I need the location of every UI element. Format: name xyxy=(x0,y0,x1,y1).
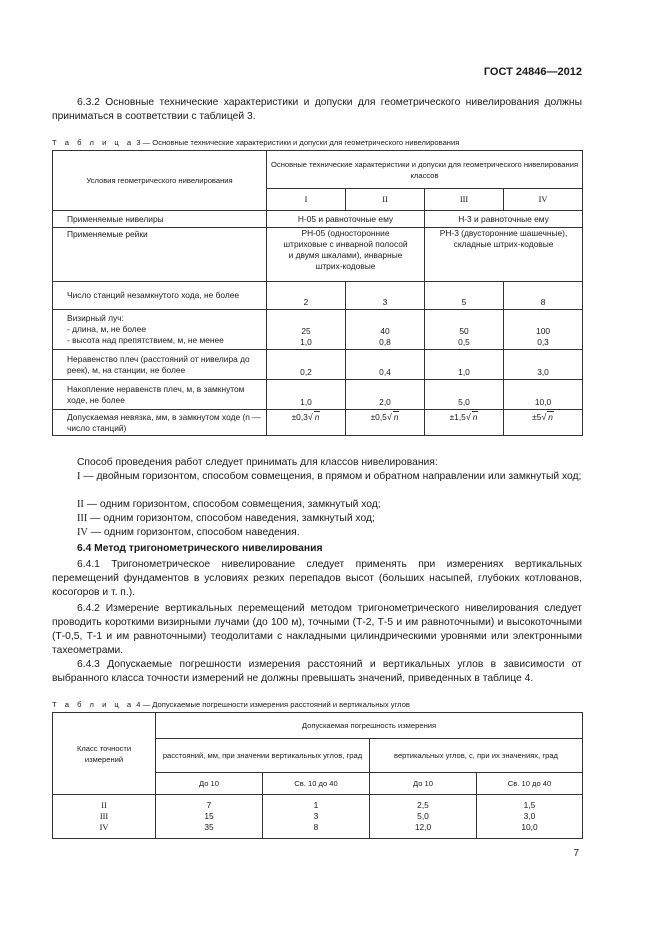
table4-class-cell: II III IV xyxy=(53,795,156,839)
table3-row-label: Допускаемая невязка, мм, в замкнутом ходе (n — число станций) xyxy=(53,410,267,436)
paragraph-6-4-3: 6.4.3 Допускаемые погрешности измерения расстояний и вертикальных углов в зависимости от выбранного класса точности измерений не должны превышать значений, приведенных в таблице 4. xyxy=(52,659,582,684)
table3-row-label: Применяемые нивелиры xyxy=(53,211,267,228)
method-intro: Способ проведения работ следует принимать для классов нивелирования: xyxy=(77,457,438,468)
table3-cell: 40 0,8 xyxy=(346,310,425,350)
table3-cell: Н-05 и равноточные ему xyxy=(267,211,425,228)
table3-cell: 1,0 xyxy=(425,350,504,380)
table4-cell: 2,5 5,0 12,0 xyxy=(370,795,477,839)
table3-row-label xyxy=(53,310,267,350)
table3-cell: ±1,5√ n xyxy=(425,410,504,436)
method-item: I — двойным горизонтом, способом совмещения, в прямом и обратном направлении или замкнутый ход; xyxy=(77,471,582,482)
beam-label: Визирный луч: xyxy=(67,313,124,323)
sqrt-icon: √ xyxy=(386,412,392,422)
table3-cell: Н-3 и равноточные ему xyxy=(425,211,583,228)
method-item: IV — одним горизонтом, способом наведения. xyxy=(77,527,300,538)
table3-class-header: III xyxy=(425,189,504,211)
table4-range-header: Св. 10 до 40 xyxy=(477,773,583,795)
table4-cell: 7 15 35 xyxy=(156,795,263,839)
table3-row-label: Применяемые рейки xyxy=(53,228,267,282)
table3-cell: 1,0 xyxy=(267,380,346,410)
table-row xyxy=(53,282,583,310)
table3-cell: 3,0 xyxy=(504,350,583,380)
beam-length-label: - длина, м, не более xyxy=(67,324,146,334)
table3-cell: ±0,3√ n xyxy=(267,410,346,436)
table3-cell: 10,0 xyxy=(504,380,583,410)
table3-cell: 3 xyxy=(346,282,425,310)
table3-class-header: IV xyxy=(504,189,583,211)
table4-distance-header: расстояний, мм, при значении вертикальных углов, град xyxy=(156,739,370,773)
table3-cell: 100 0,3 xyxy=(504,310,583,350)
paragraph-6-4-1: 6.4.1 Тригонометрическое нивелирование следует применять при измерениях вертикальных перемещений фундаментов в условиях резких перепадов высот (больших насыпей, глубоких котлованов, косогоров и т. п.). xyxy=(52,559,582,598)
table4-range-header: До 10 xyxy=(156,773,263,795)
table3-cell: 8 xyxy=(504,282,583,310)
table-row xyxy=(53,228,583,282)
sqrt-icon: √ xyxy=(541,412,547,422)
section-heading-6-4: 6.4 Метод тригонометрического нивелирования xyxy=(77,543,323,554)
table3-cell: 25 1,0 xyxy=(267,310,346,350)
table3-row-label: Число станций незамкнутого хода, не более xyxy=(53,282,267,310)
page-number: 7 xyxy=(573,848,579,859)
table-row xyxy=(53,310,583,350)
table3-cell: ±5√ n xyxy=(504,410,583,436)
table-3 xyxy=(52,150,583,436)
method-item: III — одним горизонтом, способом наведения, замкнутый ход; xyxy=(77,513,375,524)
table4-range-header: До 10 xyxy=(370,773,477,795)
table4-caption-text: 4 — Допускаемые погрешности измерения расстояний и вертикальных углов xyxy=(136,700,410,709)
paragraph-6-4-2: 6.4.2 Измерение вертикальных перемещений методом тригонометрического нивелирования следует проводить короткими визирными лучами (до 100 м), точными (Т-2, Т-5 и им равноточными) и высокоточными (Т-0,5, Т-1 и им равноточными) теодолитами с накладными цилиндрическими уровнями или электронными тахеометрами. xyxy=(52,603,582,656)
table3-cell: РН-3 (двусторонние шашечные), складные штрих-кодовые xyxy=(425,228,583,282)
table-row xyxy=(53,211,583,228)
table4-col0-header: Класс точности измерений xyxy=(53,713,156,795)
table3-cell: 2,0 xyxy=(346,380,425,410)
sqrt-icon: √ xyxy=(307,412,313,422)
beam-height-label: - высота над препятствием, м, не менее xyxy=(67,335,224,345)
table-row xyxy=(53,350,583,380)
table3-cell: 5 xyxy=(425,282,504,310)
table4-group-header: Допускаемая погрешность измерения xyxy=(156,713,583,739)
table3-caption-text: 3 — Основные технические характеристики и допуски для геометрического нивелирования xyxy=(136,138,460,147)
table4-range-header: Св. 10 до 40 xyxy=(263,773,370,795)
table-4 xyxy=(52,712,583,839)
table3-cell: 2 xyxy=(267,282,346,310)
table3-cell: ±0,5√ n xyxy=(346,410,425,436)
table-row xyxy=(53,410,583,436)
table4-cell: 1 3 8 xyxy=(263,795,370,839)
table4-angle-header: вертикальных углов, с, при их значениях, град xyxy=(370,739,583,773)
table3-cell: 50 0,5 xyxy=(425,310,504,350)
table-row xyxy=(53,380,583,410)
table3-col0-header: Условия геометрического нивелирования xyxy=(53,151,267,211)
table3-class-header: I xyxy=(267,189,346,211)
paragraph-6-3-2: 6.3.2 Основные технические характеристики и допуски для геометрического нивелирования должны приниматься в соответствии с таблицей 3. xyxy=(52,97,582,122)
table3-group-header: Основные технические характеристики и допуски для геометрического нивелирования классов xyxy=(267,151,583,189)
table3-caption xyxy=(52,138,459,147)
table4-caption xyxy=(52,700,410,709)
table4-caption-prefix: Т а б л и ц а xyxy=(52,700,135,709)
table3-row-label: Неравенство плеч (расстояний от нивелира до реек), м, на станции, не более xyxy=(53,350,267,380)
table3-cell: РН-05 (односторонние штриховые с инварной полосой и двумя шкалами), инварные штрих-кодовые xyxy=(267,228,425,282)
sqrt-icon: √ xyxy=(465,412,471,422)
table4-cell: 1,5 3,0 10,0 xyxy=(477,795,583,839)
table3-cell: 0,4 xyxy=(346,350,425,380)
table3-row-label: Накопление неравенств плеч, м, в замкнутом ходе, не более xyxy=(53,380,267,410)
standard-number: ГОСТ 24846—2012 xyxy=(483,66,582,78)
table3-caption-prefix: Т а б л и ц а xyxy=(52,138,135,147)
table3-class-header: II xyxy=(346,189,425,211)
table3-cell: 5,0 xyxy=(425,380,504,410)
method-item: II — одним горизонтом, способом совмещения, замкнутый ход; xyxy=(77,499,381,510)
table-row xyxy=(53,795,583,839)
table3-cell: 0,2 xyxy=(267,350,346,380)
